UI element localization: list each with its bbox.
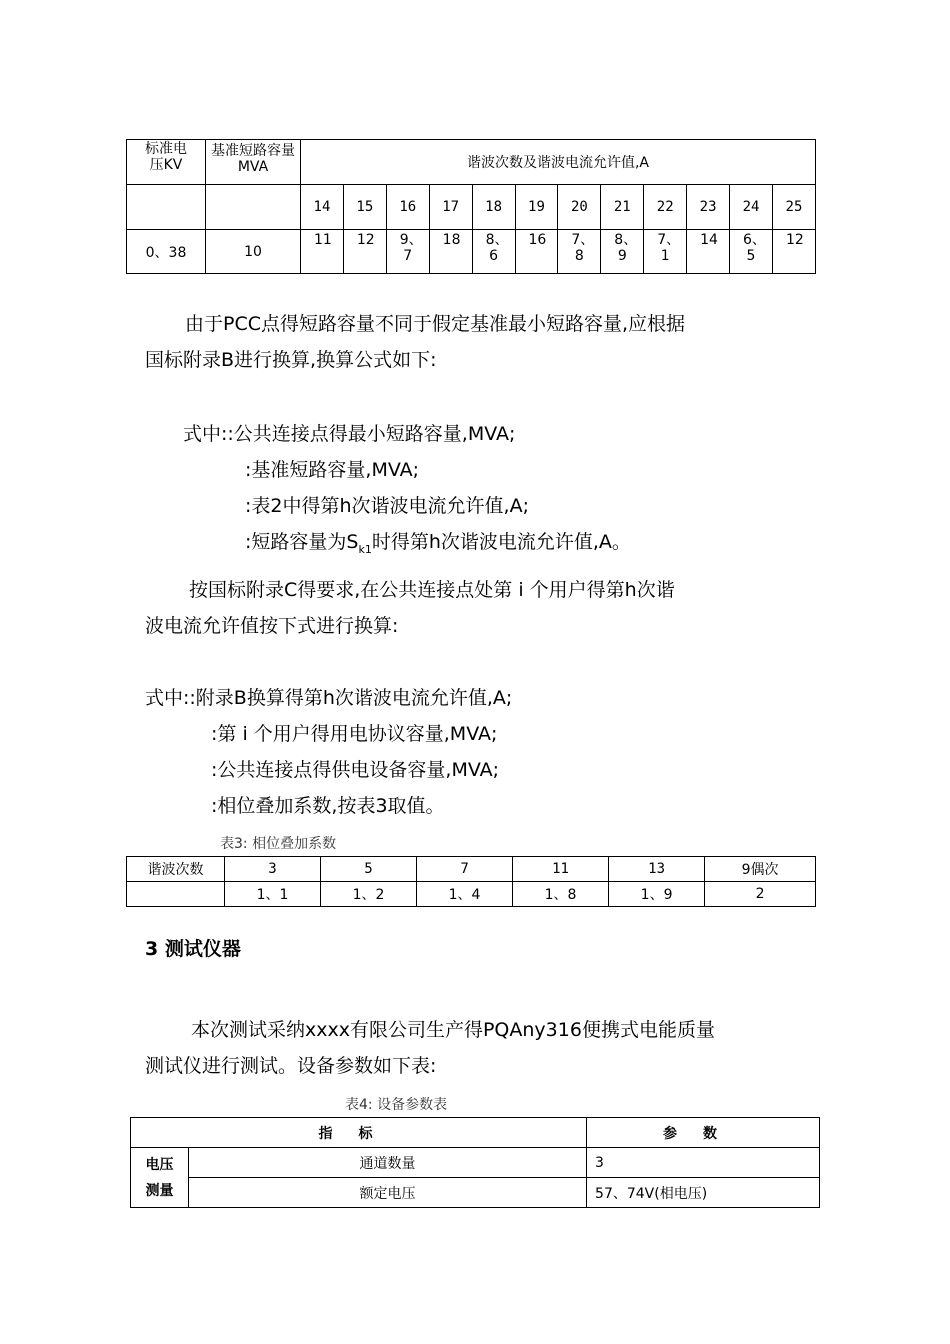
order-cell: 18 — [472, 185, 515, 230]
value-cell: 8、9 — [601, 230, 644, 274]
coef-cell: 1、2 — [321, 882, 417, 907]
value-cell: 8、6 — [472, 230, 515, 274]
value-cell: 14 — [687, 230, 730, 274]
value-cell: 16 — [515, 230, 558, 274]
group-voltage-measurement: 电压 测量 — [131, 1148, 189, 1208]
header-base-capacity: 基准短路容量MVA — [206, 140, 301, 185]
row-capacity: 10 — [206, 230, 301, 274]
paragraph-appendix-c: 按国标附录C得要求,在公共连接点处第 i 个用户得第h次谐 波电流允许值按下式进行换算: — [145, 579, 675, 637]
value-cell: 7、8 — [558, 230, 601, 274]
value-cell: 6、5 — [730, 230, 773, 274]
definition-line: :相位叠加系数,按表3取值。 — [211, 795, 445, 817]
header-voltage: 标准电压KV — [127, 140, 206, 185]
definitions-block-1 — [183, 416, 823, 568]
value-cell: 12 — [343, 230, 386, 274]
table-row — [131, 1178, 820, 1208]
order-cell: 21 — [601, 185, 644, 230]
header-indicator: 指标 — [131, 1118, 587, 1148]
phase-coefficient-table — [126, 856, 816, 907]
table3-caption: 表3: 相位叠加系数 — [220, 836, 337, 852]
value-cell: 18 — [429, 230, 472, 274]
header-parameter: 参数 — [587, 1118, 820, 1148]
paragraph-instrument: 本次测试采纳xxxx有限公司生产得PQAny316便携式电能质量 测试仪进行测试。设备参数如下表: — [145, 1019, 715, 1077]
row-voltage: 0、38 — [127, 230, 206, 274]
param-name: 通道数量 — [189, 1148, 587, 1178]
definition-line: :第 i 个用户得用电协议容量,MVA; — [211, 723, 498, 745]
harmonic-limit-table — [126, 139, 816, 274]
order-cell: 11 — [513, 857, 609, 882]
order-cell: 20 — [558, 185, 601, 230]
definitions-block-2 — [145, 680, 825, 824]
value-cell: 12 — [772, 230, 815, 274]
coef-cell: 1、4 — [417, 882, 513, 907]
section-title: 3 测试仪器 — [145, 938, 241, 960]
table-row — [131, 1118, 820, 1148]
header-title: 谐波次数及谐波电流允许值,A — [301, 140, 816, 185]
order-cell: 16 — [386, 185, 429, 230]
table-row — [127, 857, 816, 882]
table-row — [131, 1148, 820, 1178]
paragraph-conversion-intro: 由于PCC点得短路容量不同于假定基准最小短路容量,应根据 国标附录B进行换算,换算公式如下: — [145, 313, 686, 371]
coef-cell: 2 — [705, 882, 816, 907]
order-cell: 13 — [609, 857, 705, 882]
definition-line: 式中::附录B换算得第h次谐波电流允许值,A; — [145, 687, 513, 709]
order-cell: 24 — [730, 185, 773, 230]
value-cell: 7、1 — [644, 230, 687, 274]
order-cell: 19 — [515, 185, 558, 230]
param-value: 3 — [587, 1148, 820, 1178]
order-cell: 25 — [772, 185, 815, 230]
value-row — [127, 230, 816, 274]
order-row — [127, 185, 816, 230]
definition-line: :短路容量为$S_{k1}$时得第h次谐波电流允许值,A。 — [245, 531, 631, 556]
table4-caption: 表4: 设备参数表 — [345, 1097, 448, 1113]
coef-cell: 1、1 — [225, 882, 321, 907]
order-cell: 3 — [225, 857, 321, 882]
table3-label: 谐波次数 — [127, 857, 225, 882]
table-row — [127, 882, 816, 907]
coef-cell: 1、8 — [513, 882, 609, 907]
param-name: 额定电压 — [189, 1178, 587, 1208]
order-cell: 14 — [301, 185, 344, 230]
order-cell: 7 — [417, 857, 513, 882]
order-cell: 9偶次 — [705, 857, 816, 882]
coef-cell: 1、9 — [609, 882, 705, 907]
value-cell: 11 — [301, 230, 344, 274]
definition-line: 式中::公共连接点得最小短路容量,MVA; — [183, 423, 516, 445]
order-cell: 15 — [343, 185, 386, 230]
order-cell: 5 — [321, 857, 417, 882]
order-cell: 22 — [644, 185, 687, 230]
device-parameter-table — [130, 1117, 820, 1208]
definition-line: :公共连接点得供电设备容量,MVA; — [211, 759, 500, 781]
definition-line: :基准短路容量,MVA; — [245, 459, 420, 481]
order-cell: 17 — [429, 185, 472, 230]
param-value: 57、74V(相电压) — [587, 1178, 820, 1208]
value-cell: 9、7 — [386, 230, 429, 274]
order-cell: 23 — [687, 185, 730, 230]
definition-line: :表2中得第h次谐波电流允许值,A; — [245, 495, 529, 517]
